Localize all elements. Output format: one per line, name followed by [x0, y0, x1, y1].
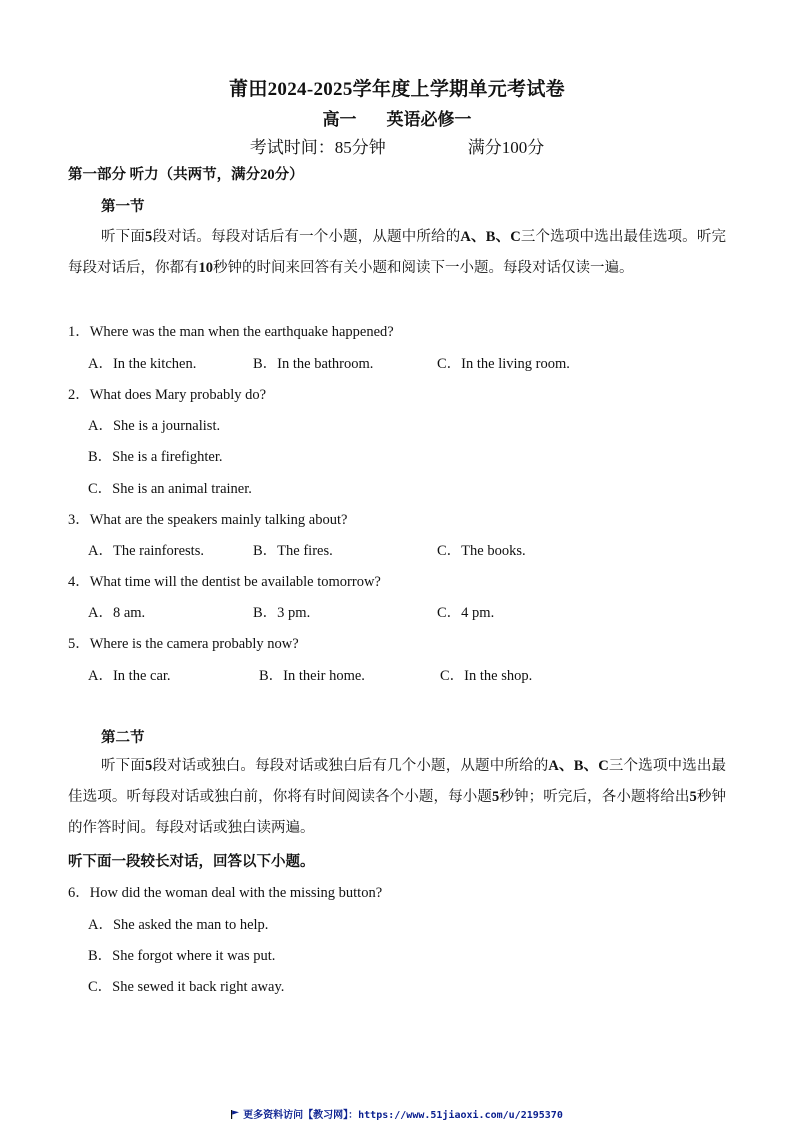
question-4-option-a[interactable]: A．8 am. — [88, 605, 146, 621]
section2-instruction-run: A、B、C — [548, 758, 609, 774]
question-6-option-a[interactable]: A．She asked the man to help. — [88, 917, 269, 933]
question-3-option-a[interactable]: A．The rainforests. — [88, 543, 204, 559]
course-label: 英语必修一 — [386, 110, 472, 129]
question-5-stem: 5．Where is the camera probably now? — [68, 636, 299, 652]
footer-link[interactable]: 更多资料访问【教习网】：https://www.51jiaoxi.com/u/2195370 — [243, 1110, 563, 1121]
exam-subtitle — [0, 105, 794, 130]
question-1-option-b[interactable]: B．In the bathroom. — [253, 356, 374, 372]
sub-instruction: 听下面一段较长对话，回答以下小题。 — [68, 854, 315, 870]
section1-instruction-run: 听下面 — [101, 229, 145, 245]
section2-instruction-run: 秒钟的作答时间。每段对话或独白读两遍。 — [68, 789, 727, 836]
part1-title: 第一部分 听力（共两节，满分20分） — [68, 167, 304, 183]
section1-instruction-run: 5 — [145, 229, 153, 245]
exam-meta — [0, 133, 794, 158]
question-3-option-c[interactable]: C．The books. — [437, 543, 526, 559]
question-6-option-c[interactable]: C．She sewed it back right away. — [88, 979, 285, 995]
flag-icon — [231, 1110, 239, 1119]
question-1-stem: 1．Where was the man when the earthquake happened? — [68, 324, 394, 340]
section2-instruction-run: 段对话或独白。每段对话或独白后有几个小题，从题中所给的 — [152, 758, 549, 774]
section2-instruction-run: 5 — [689, 789, 697, 805]
footer[interactable] — [0, 1106, 794, 1121]
question-2-option-a[interactable]: A．She is a journalist. — [88, 418, 221, 434]
question-1-option-c[interactable]: C．In the living room. — [437, 356, 570, 372]
section1-instruction-run: 段对话。每段对话后有一个小题，从题中所给的 — [152, 229, 461, 245]
section1-instructions — [68, 222, 726, 284]
question-5-option-c[interactable]: C．In the shop. — [440, 668, 533, 684]
question-3-stem: 3．What are the speakers mainly talking about? — [68, 512, 348, 528]
exam-title: 莆田2024-2025学年度上学期单元考试卷 — [229, 79, 565, 100]
section2-instruction-run: 三个选项中选出最佳选项。听每段对话或独白前，你将有时间阅读各个小题，每小题 — [68, 758, 726, 805]
question-2-option-c[interactable]: C．She is an animal trainer. — [88, 481, 252, 497]
exam-time: 考试时间：85分钟 — [249, 138, 386, 157]
question-5-option-a[interactable]: A．In the car. — [88, 668, 171, 684]
question-2-option-b[interactable]: B．She is a firefighter. — [88, 449, 223, 465]
exam-score: 满分100分 — [467, 138, 545, 157]
section2-title: 第二节 — [101, 730, 145, 746]
section1-instruction-run: 三个选项中选出最佳选项。听完每段对话后，你都有 — [68, 229, 727, 276]
section2-instruction-run: 听下面 — [101, 758, 145, 774]
question-4-option-c[interactable]: C．4 pm. — [437, 605, 495, 621]
question-3-option-b[interactable]: B．The fires. — [253, 543, 333, 559]
section2-instructions — [68, 751, 726, 844]
section2-instruction-run: 5 — [492, 789, 500, 805]
section1-instruction-run: 10 — [198, 260, 213, 276]
question-5-option-b[interactable]: B．In their home. — [259, 668, 365, 684]
question-6-option-b[interactable]: B．She forgot where it was put. — [88, 948, 276, 964]
question-2-stem: 2．What does Mary probably do? — [68, 387, 267, 403]
question-1-option-a[interactable]: A．In the kitchen. — [88, 356, 197, 372]
section1-title: 第一节 — [101, 199, 145, 215]
section1-instruction-run: 秒钟的时间来回答有关小题和阅读下一小题。每段对话仅读一遍。 — [213, 260, 634, 276]
section1-instruction-run: A、B、C — [460, 229, 521, 245]
question-4-option-b[interactable]: B．3 pm. — [253, 605, 311, 621]
question-4-stem: 4．What time will the dentist be available tomorrow? — [68, 574, 381, 590]
grade-label: 高一 — [322, 110, 357, 129]
section2-instruction-run: 秒钟；听完后，各小题将给出 — [499, 789, 690, 805]
question-6-stem: 6．How did the woman deal with the missing button? — [68, 885, 383, 901]
section2-instruction-run: 5 — [145, 758, 153, 774]
